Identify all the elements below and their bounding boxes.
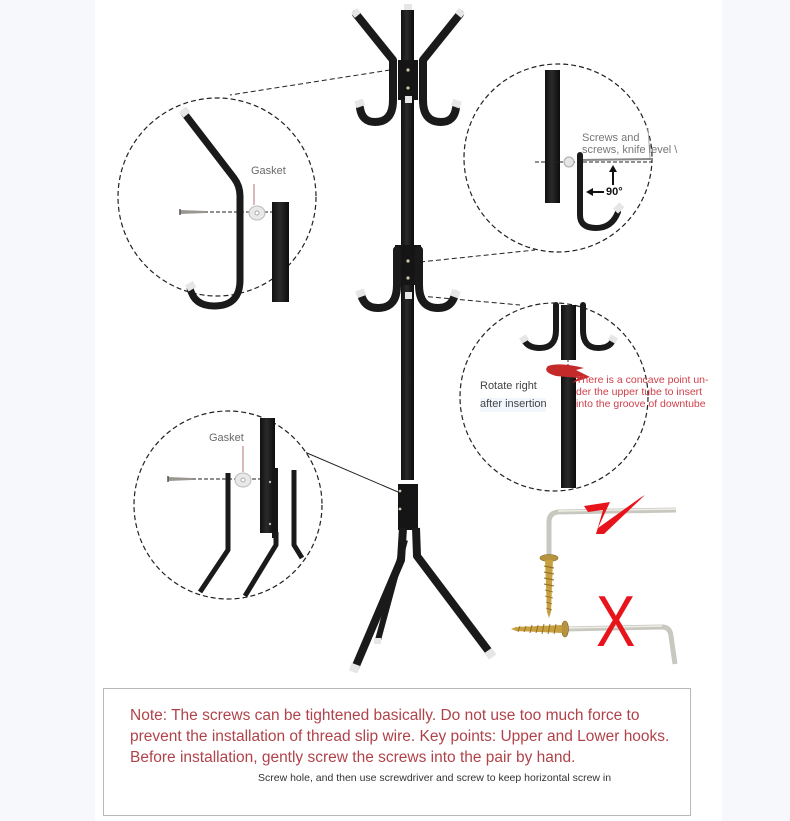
wrong-x-icon: X [596, 582, 636, 662]
concave-point-label-line2: der the upper tube to insert [576, 386, 703, 398]
screws-level-label-line1: Screws and [582, 132, 640, 144]
correct-check-icon [584, 495, 645, 534]
callout-top-right [464, 64, 652, 252]
gasket-label-bottom: Gasket [209, 432, 244, 444]
installation-note-text: Note: The screws can be tightened basically. Do not use too much force to prevent the installation of thread slip wire. Key points: Upper and Lower hooks. Before installation, gently screw the screws into the pair by hand. [130, 707, 670, 766]
callout-top-left [118, 98, 316, 306]
concave-point-label-line3: into the groove of downtube [576, 398, 706, 410]
angle-90-label: 90° [606, 186, 623, 198]
installation-note-subtext: Screw hole, and then use screwdriver and screw to keep horizontal screw in [258, 772, 612, 784]
rotate-right-label-line1: Rotate right [480, 380, 537, 392]
concave-point-label-line1: There is a concave point un- [576, 374, 709, 386]
rotate-right-label-line2: after insertion [480, 398, 547, 410]
installation-note-box [103, 688, 691, 816]
screws-level-label-line2: screws, knife level \ [582, 144, 678, 156]
coat-rack [349, 4, 497, 673]
screw-hook-examples [511, 495, 676, 664]
gasket-label-top: Gasket [251, 165, 286, 177]
